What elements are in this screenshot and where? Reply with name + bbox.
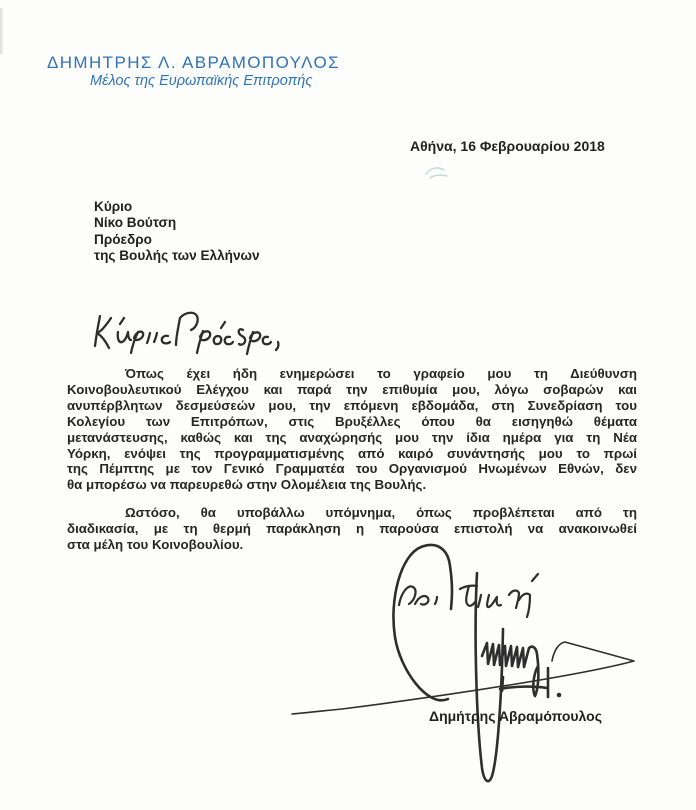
- scan-smudge-mark: [420, 160, 456, 186]
- scan-edge-artifact: [0, 8, 4, 54]
- body-line: θα μπορέσω να παρευρεθώ στην Ολομέλεια της Βουλής.: [67, 477, 427, 493]
- signatory-name: Δημήτρης Αβραμόπουλος: [429, 708, 602, 724]
- body-line: στα μέλη του Κοινοβουλίου.: [67, 537, 244, 553]
- handwritten-salutation: [88, 298, 308, 360]
- recipient-line: Κύριο: [94, 199, 133, 214]
- handwritten-signature: [282, 538, 652, 800]
- signature-scribble: [393, 545, 561, 781]
- recipient-block: [94, 199, 260, 264]
- recipient-line: Πρόεδρο: [94, 231, 152, 247]
- body-line: διαδικασία, με τη θερμή παράκληση η παρούσα επιστολή να ανακοινωθεί: [67, 521, 637, 537]
- body-line: Ωστόσο, θα υποβάλλω υπόμνημα, όπως προβλέπεται από τη: [125, 505, 637, 521]
- letter-body: [67, 366, 637, 553]
- signature-underline: [292, 642, 634, 714]
- date-line: Αθήνα, 16 Φεβρουαρίου 2018: [410, 138, 605, 154]
- body-line: της Πέμπτης με τον Γενικό Γραμματέα του Οργανισμού Ηνωμένων Εθνών, δεν: [67, 461, 637, 477]
- handwritten-closing-words: [399, 574, 538, 617]
- letterhead-sender-title: Μέλος της Ευρωπαϊκής Επιτροπής: [90, 73, 313, 89]
- body-line: Κολεγίου των Επιτρόπων, στις Βρυξέλλες όπου θα εισηγηθώ θέματα: [67, 413, 637, 429]
- recipient-line: της Βουλής των Ελλήνων: [94, 247, 260, 263]
- body-line: Κοινοβουλευτικού Ελέγχου και παρά την επιθυμία μου, λόγω σοβαρών και: [67, 381, 637, 397]
- body-line: ανυπέρβλητων δεσμεύσεών μου, την επόμενη εβδομάδα, στη Συνεδρίαση του: [67, 397, 637, 413]
- body-line: Υόρκη, ενόψει της προγραμματισμένης από καιρό συνάντησής μου το πρωί: [67, 445, 637, 461]
- body-line: μετανάστευσης, καθώς και της αναχώρησής μου την ίδια ημέρα για τη Νέα: [67, 429, 637, 445]
- body-line: Όπως έχει ήδη ενημερώσει το γραφείο μου τη Διεύθυνση: [125, 366, 637, 381]
- paragraph: [67, 366, 637, 493]
- letterhead-sender-name: ΔΗΜΗΤΡΗΣ Λ. ΑΒΡΑΜΟΠΟΥΛΟΣ: [47, 53, 341, 72]
- recipient-line: Νίκο Βούτση: [94, 215, 177, 231]
